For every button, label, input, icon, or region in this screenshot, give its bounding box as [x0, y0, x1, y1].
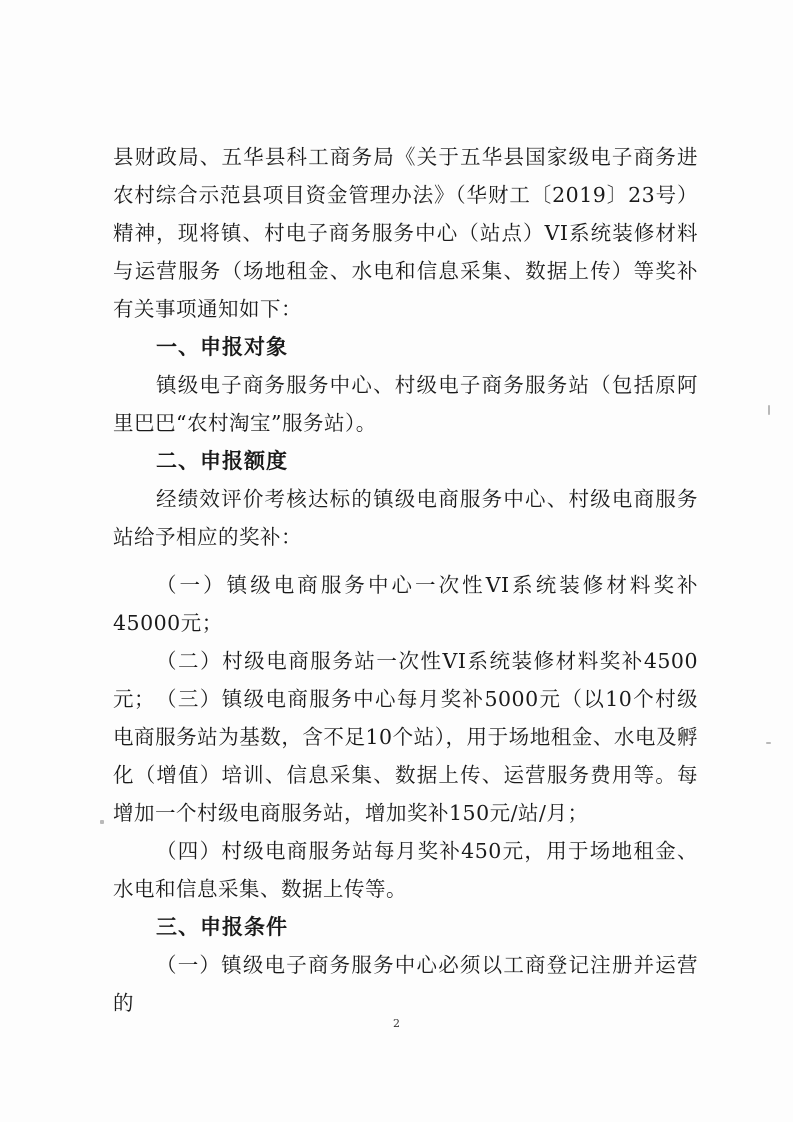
section-2-item-4: （四）村级电商服务站每月奖补450元，用于场地租金、水电和信息采集、数据上传等。	[113, 839, 698, 901]
scan-speck	[766, 742, 771, 744]
scan-speck	[768, 405, 770, 415]
section-1-heading: 一、申报对象	[156, 335, 288, 359]
section-2-body: 经绩效评价考核达标的镇级电商服务中心、村级电商服务站给予相应的奖补：	[113, 487, 698, 549]
section-3-body: （一）镇级电子商务服务中心必须以工商登记注册并运营的	[113, 953, 698, 1015]
scan-speck	[100, 820, 104, 824]
section-2-heading: 二、申报额度	[156, 449, 288, 473]
section-2-item-1: （一）镇级电商服务中心一次性VI系统装修材料奖补45000元；	[113, 573, 698, 635]
section-1-body: 镇级电子商务服务中心、村级电子商务服务站（包括原阿里巴巴“农村淘宝”服务站）。	[113, 373, 698, 435]
intro-paragraph: 县财政局、五华县科工商务局《关于五华县国家级电子商务进农村综合示范县项目资金管理办法》（华财工〔2019〕23号）精神，现将镇、村电子商务服务中心（站点）VI系统装修材料与运营服务（场地租金、水电和信息采集、数据上传）等奖补有关事项通知如下：	[113, 145, 698, 321]
section-2-item-3: （三）镇级电商服务中心每月奖补5000元（以10个村级电商服务站为基数，含不足10个站），用于场地租金、水电及孵化（增值）培训、信息采集、数据上传、运营服务费用等。每增加一个村级电商服务站，增加奖补150元/站/月；	[113, 687, 698, 825]
section-3-heading: 三、申报条件	[156, 915, 288, 939]
section-2-item-2: （二）村级电商服务站一次性VI系统装修材料奖补4500元；	[113, 649, 698, 711]
page-number: 2	[393, 1017, 400, 1030]
